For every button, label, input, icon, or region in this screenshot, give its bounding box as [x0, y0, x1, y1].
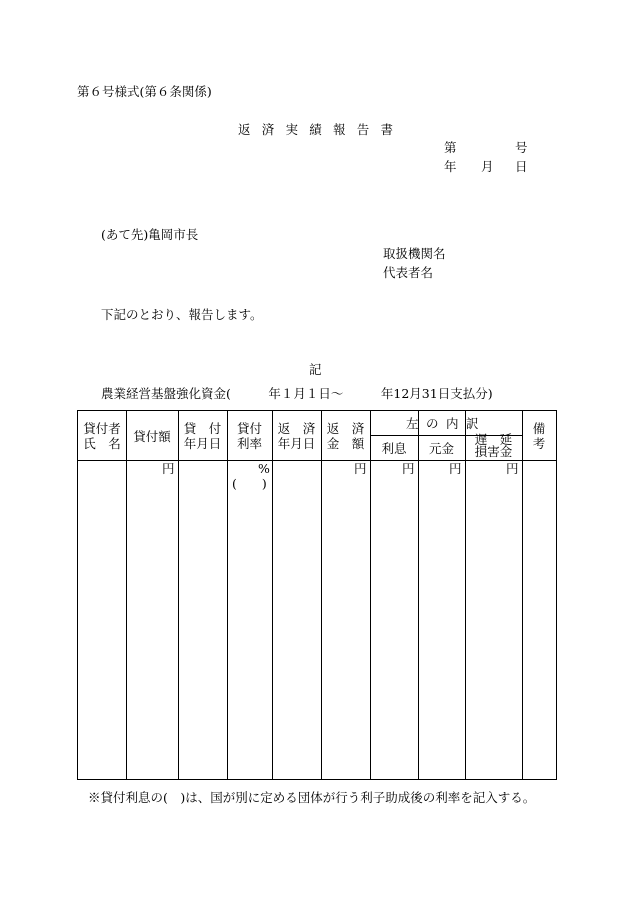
- representative-label: 代表者名: [383, 265, 434, 280]
- header-remarks-line2: 考: [532, 436, 546, 451]
- header-borrower-line2: 氏 名: [83, 436, 121, 451]
- col-divider: [272, 411, 273, 779]
- header-loan-rate-line2: 利率: [236, 436, 262, 451]
- unit-repay-amount: 円: [354, 461, 367, 476]
- unit-loan-amount: 円: [162, 461, 175, 476]
- header-late-damages: [465, 434, 522, 458]
- document-title: 返済実績報告書: [238, 122, 405, 137]
- fund-period-line: 農業経営基盤強化資金( 年１月１日～ 年12月31日支払分): [101, 386, 493, 401]
- doc-number-go: 号: [515, 140, 528, 155]
- header-loan-rate: [227, 421, 272, 451]
- header-repay-amount: [321, 421, 370, 451]
- date-month: 月: [481, 159, 494, 174]
- unit-rate-paren: ( ): [232, 476, 267, 491]
- header-loan-date-line1: 貸 付: [183, 421, 222, 436]
- footnote: ※貸付利息の( )は、国が別に定める団体が行う利子助成後の利率を記入する。: [88, 790, 536, 805]
- date-day: 日: [515, 159, 528, 174]
- header-divider: [78, 460, 556, 461]
- header-repay-amount-line1: 返 済: [326, 421, 365, 436]
- header-breakdown: 左の内訳: [405, 416, 486, 431]
- header-borrower: [78, 421, 126, 451]
- unit-interest: 円: [402, 461, 415, 476]
- col-divider: [522, 411, 523, 779]
- header-interest: 利息: [381, 441, 407, 456]
- form-number: 第６号様式(第６条関係): [77, 84, 212, 99]
- col-divider: [227, 411, 228, 779]
- header-remarks-line1: 備: [532, 421, 546, 436]
- header-loan-date: [178, 421, 227, 451]
- col-divider: [126, 411, 127, 779]
- addressee: (あて先)亀岡市長: [101, 227, 199, 242]
- col-divider: [465, 411, 466, 779]
- intro-text: 下記のとおり、報告します。: [101, 307, 263, 322]
- header-loan-date-line2: 年月日: [183, 436, 222, 451]
- header-remarks: [522, 421, 556, 451]
- header-repay-date-line2: 年月日: [277, 436, 316, 451]
- doc-number-dai: 第: [444, 140, 457, 155]
- header-late-damages-line1: 遅 延: [474, 432, 513, 447]
- header-borrower-line1: 貸付者: [83, 421, 121, 436]
- ki-heading: 記: [309, 362, 322, 377]
- header-repay-date-line1: 返 済: [277, 421, 316, 436]
- header-principal: 元金: [428, 441, 454, 456]
- col-divider: [370, 411, 371, 779]
- header-loan-amount: 貸付額: [133, 429, 171, 444]
- unit-late-damages: 円: [506, 461, 519, 476]
- agency-label: 取扱機関名: [383, 246, 446, 261]
- unit-rate-percent: %: [258, 461, 270, 476]
- header-late-damages-line2: 損害金: [474, 444, 513, 459]
- report-table: [77, 410, 557, 780]
- date-year: 年: [444, 159, 457, 174]
- col-divider: [321, 411, 322, 779]
- header-repay-amount-line2: 金 額: [326, 436, 365, 451]
- col-divider: [178, 411, 179, 779]
- header-repay-date: [272, 421, 321, 451]
- header-loan-rate-line1: 貸付: [236, 421, 262, 436]
- col-divider: [418, 411, 419, 779]
- unit-principal: 円: [449, 461, 462, 476]
